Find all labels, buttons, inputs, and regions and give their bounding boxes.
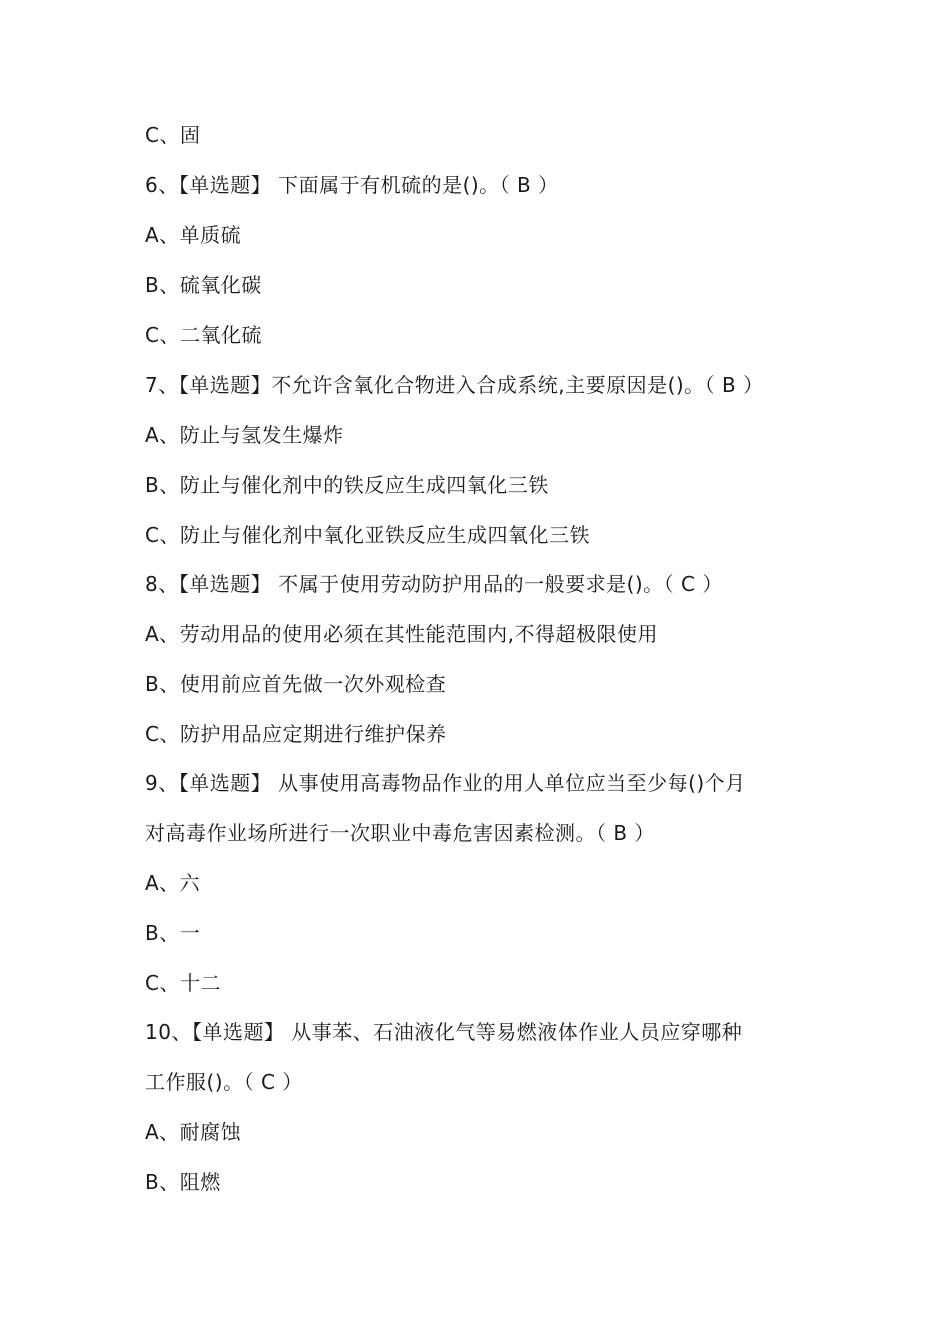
option-c-q9: C、十二	[145, 971, 221, 995]
option-a-q7: A、防止与氢发生爆炸	[145, 423, 344, 447]
question-8: 8、【单选题】 不属于使用劳动防护用品的一般要求是()。（ C ）	[145, 572, 723, 596]
question-10-line-2: 工作服()。（ C ）	[145, 1070, 303, 1094]
option-c-q6: C、二氧化硫	[145, 323, 262, 347]
option-c-q7: C、防止与催化剂中氧化亚铁反应生成四氧化三铁	[145, 523, 590, 547]
option-c-q5: C、固	[145, 123, 201, 147]
question-7: 7、【单选题】不允许含氧化合物进入合成系统,主要原因是()。（ B ）	[145, 373, 764, 397]
option-b-q10: B、阻燃	[145, 1170, 221, 1194]
option-b-q8: B、使用前应首先做一次外观检查	[145, 672, 447, 696]
option-a-q10: A、耐腐蚀	[145, 1120, 242, 1144]
question-9-line-2: 对高毒作业场所进行一次职业中毒危害因素检测。（ B ）	[145, 821, 655, 845]
option-a-q6: A、单质硫	[145, 223, 242, 247]
option-b-q9: B、一	[145, 921, 201, 945]
option-b-q6: B、硫氧化碳	[145, 273, 262, 297]
option-a-q9: A、六	[145, 871, 201, 895]
option-b-q7: B、防止与催化剂中的铁反应生成四氧化三铁	[145, 473, 549, 497]
question-9-line-1: 9、【单选题】 从事使用高毒物品作业的用人单位应当至少每()个月	[145, 771, 746, 795]
option-c-q8: C、防护用品应定期进行维护保养	[145, 722, 447, 746]
question-6: 6、【单选题】 下面属于有机硫的是()。（ B ）	[145, 173, 559, 197]
option-a-q8: A、劳动用品的使用必须在其性能范围内,不得超极限使用	[145, 622, 659, 646]
question-10-line-1: 10、【单选题】 从事苯、石油液化气等易燃液体作业人员应穿哪种	[145, 1020, 743, 1044]
